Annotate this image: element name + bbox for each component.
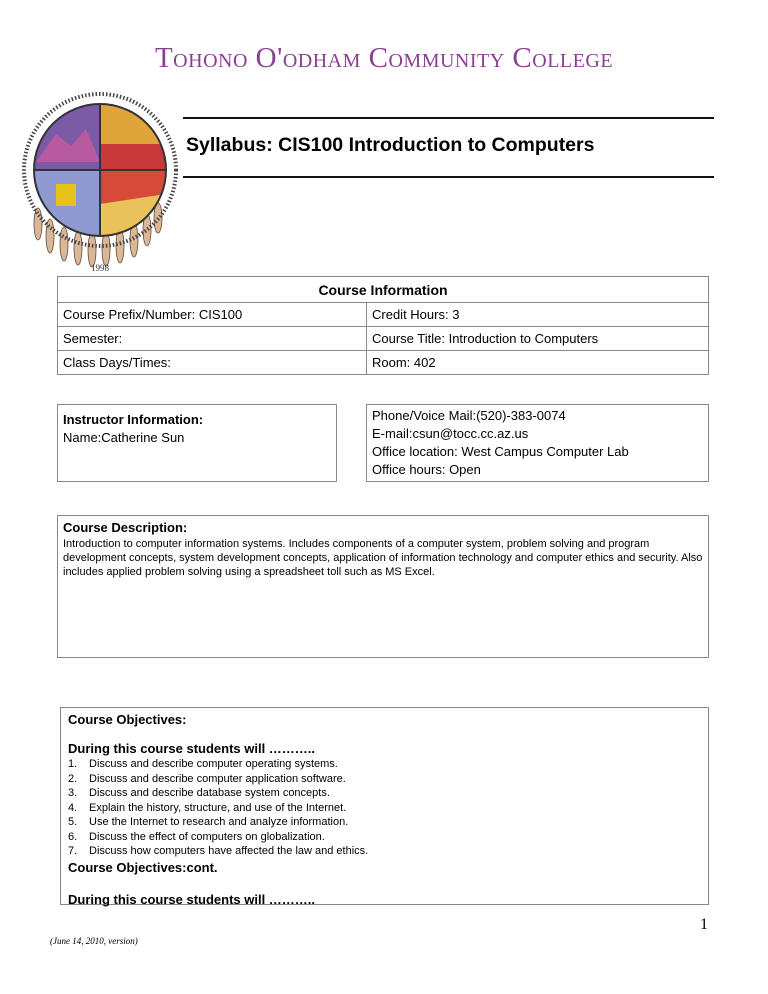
college-name: Tohono O'odham Community College — [154, 42, 614, 74]
course-description-text: Introduction to computer information systems. Includes components of a computer system, problem solving and program development concepts, system development concepts, application of information technology and computer ethics and security. Also includes applied problem solving using a spreadsheet toll such as MS Excel. — [63, 538, 703, 578]
item-number: 4. — [68, 801, 78, 814]
objectives-list — [68, 757, 701, 859]
college-seal-logo — [16, 84, 184, 274]
title-rule-bottom — [183, 176, 714, 178]
item-text: Discuss and describe computer application software. — [89, 772, 346, 785]
list-item — [68, 772, 701, 787]
office-location: Office location: West Campus Computer Lab — [372, 444, 629, 459]
item-number: 3. — [68, 787, 78, 799]
item-number: 5. — [68, 816, 78, 828]
course-information-heading: Course Information — [58, 277, 709, 303]
table-row — [58, 303, 709, 327]
credit-hours-cell: Credit Hours: 3 — [367, 303, 709, 327]
list-item — [68, 830, 701, 845]
item-text: Discuss the effect of computers on globalization. — [89, 830, 325, 843]
course-objectives-box — [60, 707, 709, 905]
course-objectives-cont-heading: Course Objectives:cont. — [68, 859, 218, 875]
list-item — [68, 801, 701, 816]
course-prefix-cell: Course Prefix/Number: CIS100 — [58, 303, 367, 327]
room-cell: Room: 402 — [367, 351, 709, 375]
item-number: 7. — [68, 845, 78, 857]
course-description-heading: Course Description: — [63, 520, 188, 535]
table-row — [58, 327, 709, 351]
page-number: 1 — [700, 916, 708, 933]
item-text: Discuss and describe computer operating systems. — [89, 758, 338, 770]
item-text: Explain the history, structure, and use of the Internet. — [89, 801, 347, 814]
class-days-cell: Class Days/Times: — [58, 351, 367, 375]
course-information-table — [57, 276, 709, 375]
item-number: 1. — [68, 758, 78, 770]
title-rule-top — [183, 117, 714, 119]
objectives-intro: During this course students will ……….. — [68, 741, 316, 756]
table-row — [58, 351, 709, 375]
course-title-cell: Course Title: Introduction to Computers — [367, 327, 709, 351]
course-description-box — [57, 515, 709, 658]
item-number: 6. — [68, 830, 78, 843]
instructor-heading: Instructor Information: — [63, 412, 204, 427]
item-text: Discuss and describe database system concepts. — [89, 787, 330, 799]
item-number: 2. — [68, 772, 78, 785]
list-item — [68, 757, 701, 772]
list-item — [68, 844, 701, 859]
semester-cell: Semester: — [58, 327, 367, 351]
instructor-email[interactable]: E-mail:csun@tocc.cc.az.us — [372, 426, 529, 441]
item-text: Use the Internet to research and analyze information. — [89, 816, 349, 828]
list-item — [68, 815, 701, 830]
instructor-info-box — [57, 404, 337, 482]
office-hours: Office hours: Open — [372, 462, 481, 477]
version-footer: (June 14, 2010, version) — [50, 936, 138, 946]
instructor-contact-box — [366, 404, 709, 482]
instructor-phone: Phone/Voice Mail:(520)-383-0074 — [372, 408, 566, 423]
instructor-name: Name:Catherine Sun — [63, 430, 185, 445]
item-text: Discuss how computers have affected the law and ethics. — [89, 845, 369, 857]
syllabus-title: Syllabus: CIS100 Introduction to Computers — [186, 134, 595, 156]
course-objectives-heading: Course Objectives: — [68, 712, 187, 727]
objectives-cont-intro: During this course students will ……….. — [68, 891, 316, 907]
list-item — [68, 786, 701, 801]
logo-year: 1998 — [91, 263, 109, 273]
